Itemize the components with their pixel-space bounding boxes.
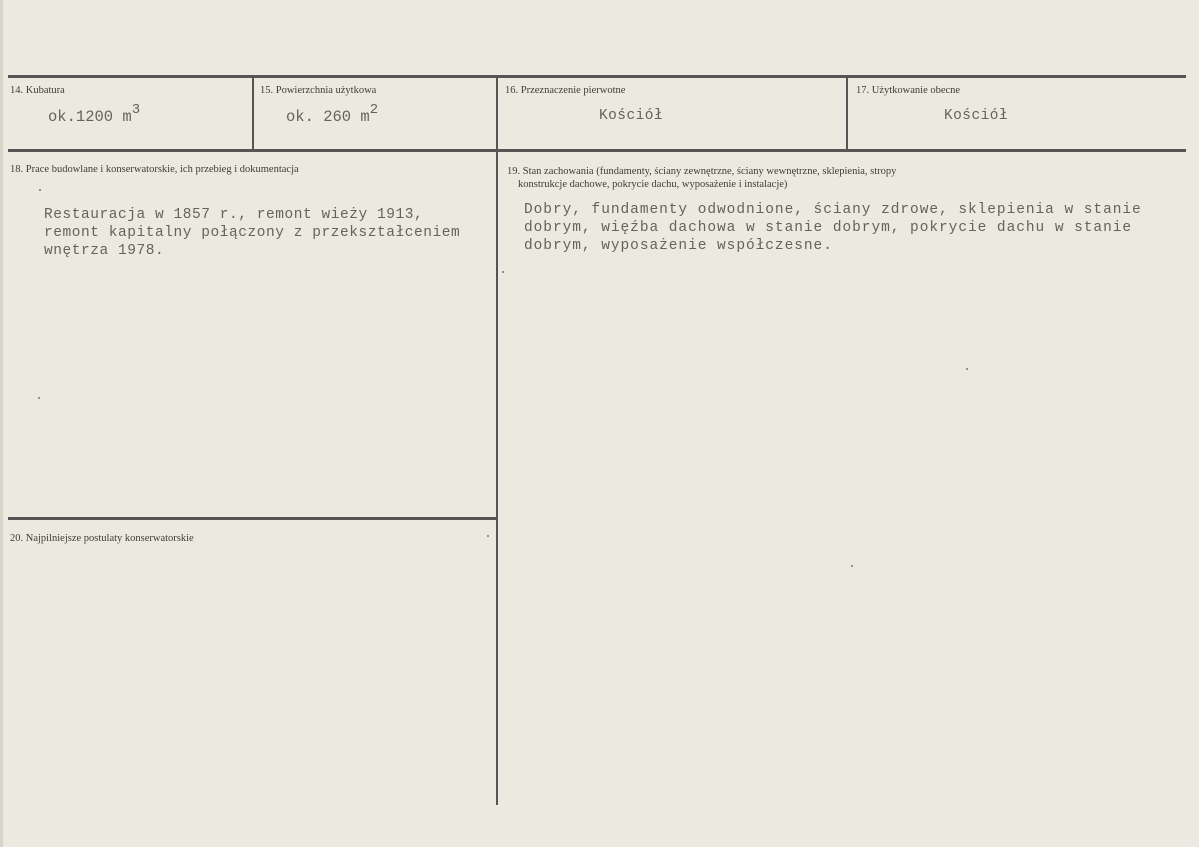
field15-label: 15. Powierzchnia użytkowa <box>260 85 377 96</box>
paper-speck <box>966 368 968 370</box>
field15-value <box>286 102 379 128</box>
main-col-divider <box>496 76 498 805</box>
field19-label-line-2: konstrukcje dachowe, pokrycie dachu, wyposażenie i instalacje) <box>518 179 788 190</box>
field18-text-line-1: Restauracja w 1857 r., remont wieży 1913, <box>44 207 424 223</box>
field18-label: 18. Prace budowlane i konserwatorskie, ich przebieg i dokumentacja <box>10 164 299 175</box>
header-row-bottom-rule <box>8 149 1186 152</box>
field18-text-line-2: remont kapitalny połączony z przekształceniem <box>44 225 461 241</box>
paper-speck <box>487 535 489 537</box>
field15-unit-exponent: 2 <box>369 102 379 118</box>
paper-speck <box>38 397 40 399</box>
field19-text-line-2: dobrym, więźba dachowa w stanie dobrym, pokrycie dachu w stanie <box>524 220 1133 236</box>
paper-speck <box>39 189 41 191</box>
field14-value <box>48 102 141 128</box>
field16-value: Kościół <box>599 108 664 124</box>
paper-speck <box>851 565 853 567</box>
field16-label: 16. Przeznaczenie pierwotne <box>505 85 626 96</box>
field17-label: 17. Użytkowanie obecne <box>856 85 961 96</box>
field14-unit-exponent: 3 <box>131 102 141 118</box>
field19-text-line-3: dobrym, wyposażenie współczesne. <box>524 238 833 254</box>
card-left-edge <box>0 0 3 847</box>
field20-label: 20. Najpilniejsze postulaty konserwatorskie <box>10 533 194 544</box>
paper-speck <box>502 271 504 273</box>
top-rule <box>8 75 1186 78</box>
field14-label: 14. Kubatura <box>10 85 65 96</box>
field19-text-line-1: Dobry, fundamenty odwodnione, ściany zdrowe, sklepienia w stanie <box>524 202 1142 218</box>
field15-value-text: ok. 260 m <box>286 108 370 126</box>
col-divider-16-17 <box>846 76 848 151</box>
field17-value: Kościół <box>944 108 1009 124</box>
field18-bottom-rule <box>8 517 496 520</box>
field19-label-line-1: 19. Stan zachowania (fundamenty, ściany zewnętrzne, ściany wewnętrzne, sklepienia, stropy <box>507 166 897 177</box>
col-divider-14-15 <box>252 76 254 151</box>
field18-text-line-3: wnętrza 1978. <box>44 243 165 259</box>
field14-value-text: ok.1200 m <box>48 108 132 126</box>
